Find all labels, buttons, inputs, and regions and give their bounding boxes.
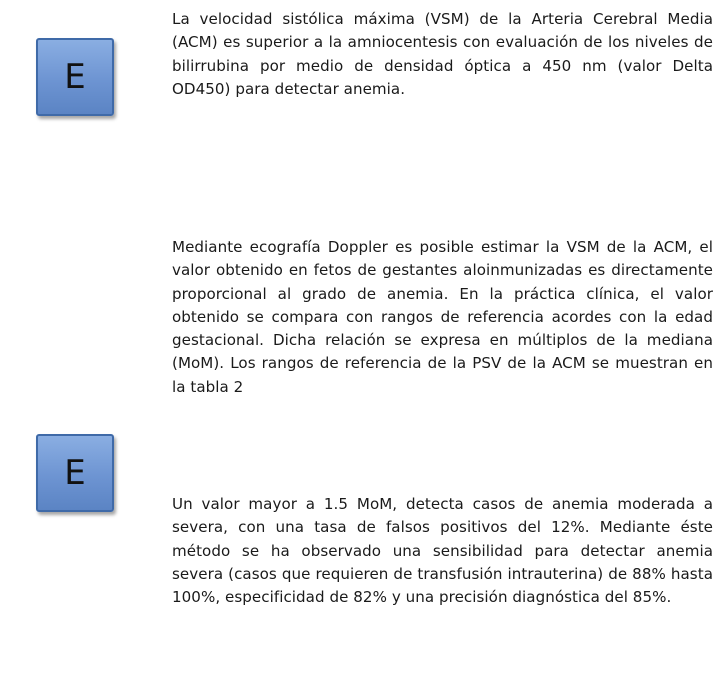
evidence-level-label: E	[64, 57, 86, 97]
evidence-statement-1	[172, 8, 713, 101]
evidence-level-label: E	[64, 453, 86, 493]
paragraph-doppler-estimation: Mediante ecografía Doppler es posible estimar la VSM de la ACM, el valor obtenido en fetos de gestantes aloinmunizadas es directamente proporcional al grado de anemia. En la práctica clínica, el valor obtenido se compara con rangos de referencia acordes con la edad gestacional. Dicha relación se expresa en múltiplos de la mediana (MoM). Los rangos de referencia de la PSV de la ACM se muestran en la tabla 2	[172, 238, 713, 396]
paragraph-vsm-superiority: La velocidad sistólica máxima (VSM) de la Arteria Cerebral Media (ACM) es superior a la amniocentesis con evaluación de los niveles de bilirrubina por medio de densidad óptica a 450 nm (valor Delta OD450) para detectar anemia.	[172, 10, 713, 98]
evidence-level-badge	[36, 38, 114, 116]
evidence-statement-2	[172, 236, 713, 399]
evidence-level-badge	[36, 434, 114, 512]
paragraph-mom-threshold: Un valor mayor a 1.5 MoM, detecta casos de anemia moderada a severa, con una tasa de falsos positivos del 12%. Mediante éste método se ha observado una sensibilidad para detectar anemia severa (casos que requieren de transfusión intrauterina) de 88% hasta 100%, especificidad de 82% y una precisión diagnóstica del 85%.	[172, 495, 713, 607]
evidence-statement-3	[172, 493, 713, 609]
